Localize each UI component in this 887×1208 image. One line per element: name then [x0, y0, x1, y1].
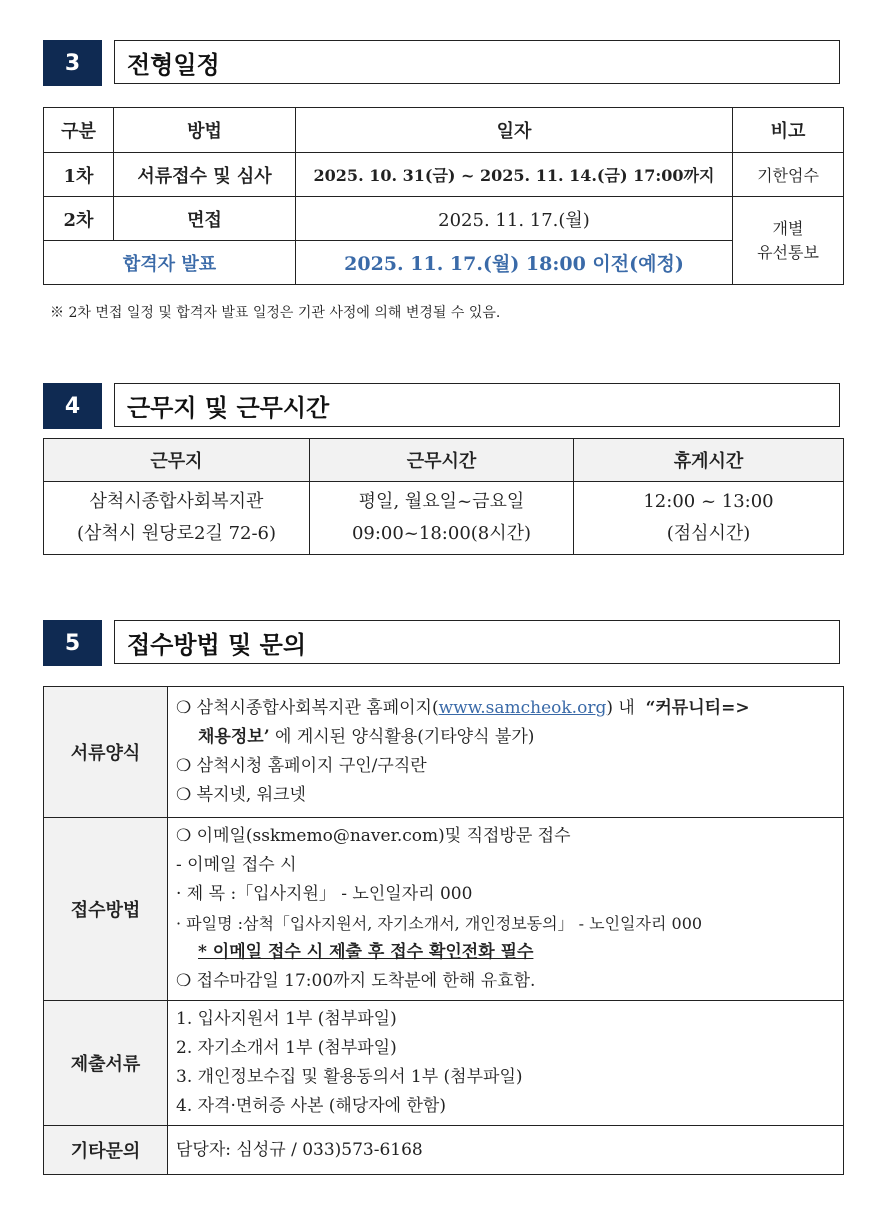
note-cell: 개별 유선통보	[733, 197, 844, 285]
stage-cell: 1차	[44, 153, 114, 197]
apply-warning: * 이메일 접수 시 제출 후 접수 확인전화 필수	[198, 942, 534, 962]
section-number: 5	[43, 620, 102, 666]
apply-line: ❍ 접수마감일 17:00까지 도착분에 한해 유효함.	[176, 971, 536, 991]
workplace-table	[43, 438, 844, 555]
table-row	[44, 687, 844, 818]
section-5-header	[43, 620, 840, 666]
header-break: 휴게시간	[574, 439, 844, 482]
application-table	[43, 686, 844, 1175]
table-row	[44, 1001, 844, 1126]
doc-item: 4. 자격·면허증 사본 (해당자에 한함)	[176, 1096, 446, 1116]
result-date: 2025. 11. 17.(월) 18:00 이전(예정)	[296, 241, 733, 285]
table-row	[44, 197, 844, 241]
homepage-link[interactable]: www.samcheok.org	[438, 698, 607, 718]
work-days: 평일, 월요일~금요일	[358, 491, 525, 512]
form-label: 서류양식	[44, 687, 168, 818]
table-header-row	[44, 439, 844, 482]
table-row	[44, 482, 844, 555]
apply-line: ❍ 이메일(sskmemo@naver.com)및 직접방문 접수	[176, 826, 571, 846]
work-hours: 09:00~18:00(8시간)	[351, 523, 532, 544]
form-text: ) 내	[606, 698, 635, 718]
form-line	[176, 694, 835, 723]
header-date: 일자	[296, 108, 733, 153]
form-cell	[168, 687, 844, 818]
apply-line: · 제 목 :「입사지원」 - 노인일자리 000	[176, 884, 473, 904]
date-cell: 2025. 10. 31(금) ~ 2025. 11. 14.(금) 17:00까지	[296, 153, 733, 197]
doc-item: 2. 자기소개서 1부 (첨부파일)	[176, 1038, 397, 1058]
section-4-header	[43, 383, 840, 429]
table-row	[44, 241, 844, 285]
method-cell: 서류접수 및 심사	[114, 153, 296, 197]
doc-item: 3. 개인정보수집 및 활용동의서 1부 (첨부파일)	[176, 1067, 523, 1087]
apply-label: 접수방법	[44, 818, 168, 1001]
table-row	[44, 1126, 844, 1175]
section-title: 근무지 및 근무시간	[114, 383, 840, 427]
apply-line	[176, 938, 835, 967]
note-cell: 기한엄수	[733, 153, 844, 197]
header-workplace: 근무지	[44, 439, 310, 482]
section-title: 전형일정	[114, 40, 840, 84]
workplace-address: (삼척시 원당로2길 72-6)	[76, 523, 277, 544]
contact-label: 기타문의	[44, 1126, 168, 1175]
schedule-table	[43, 107, 844, 285]
form-line	[176, 723, 835, 752]
hours-cell	[310, 482, 574, 555]
workplace-name: 삼척시종합사회복지관	[89, 491, 264, 512]
section-title: 접수방법 및 문의	[114, 620, 840, 664]
docs-cell	[168, 1001, 844, 1126]
form-bold-text: “커뮤니티=>	[645, 698, 750, 718]
header-note: 비고	[733, 108, 844, 153]
form-text: ❍ 삼척시종합사회복지관 홈페이지(	[176, 698, 439, 718]
result-label: 합격자 발표	[44, 241, 296, 285]
table-header-row	[44, 108, 844, 153]
form-line: ❍ 복지넷, 워크넷	[176, 785, 306, 805]
table-row	[44, 818, 844, 1001]
date-cell: 2025. 11. 17.(월)	[296, 197, 733, 241]
method-cell: 면접	[114, 197, 296, 241]
apply-cell	[168, 818, 844, 1001]
docs-label: 제출서류	[44, 1001, 168, 1126]
header-hours: 근무시간	[310, 439, 574, 482]
header-method: 방법	[114, 108, 296, 153]
contact-cell: 담당자: 심성규 / 033)573-6168	[168, 1126, 844, 1175]
workplace-cell	[44, 482, 310, 555]
break-label: (점심시간)	[666, 523, 751, 544]
section-number: 3	[43, 40, 102, 86]
footnote: ※ 2차 면접 일정 및 합격자 발표 일정은 기관 사정에 의해 변경될 수 있음.	[50, 305, 501, 321]
section-number: 4	[43, 383, 102, 429]
apply-line: · 파일명 :삼척「입사지원서, 자기소개서, 개인정보동의」 - 노인일자리 000	[176, 914, 703, 933]
form-bold-text: 채용정보’	[198, 727, 270, 747]
header-stage: 구분	[44, 108, 114, 153]
form-text: 에 게시된 양식활용(기타양식 불가)	[275, 727, 535, 747]
apply-line: - 이메일 접수 시	[176, 855, 297, 875]
stage-cell: 2차	[44, 197, 114, 241]
table-row	[44, 153, 844, 197]
doc-item: 1. 입사지원서 1부 (첨부파일)	[176, 1009, 397, 1029]
section-3-header	[43, 40, 840, 86]
break-time: 12:00 ~ 13:00	[643, 491, 774, 512]
form-line: ❍ 삼척시청 홈페이지 구인/구직란	[176, 756, 427, 776]
break-cell	[574, 482, 844, 555]
